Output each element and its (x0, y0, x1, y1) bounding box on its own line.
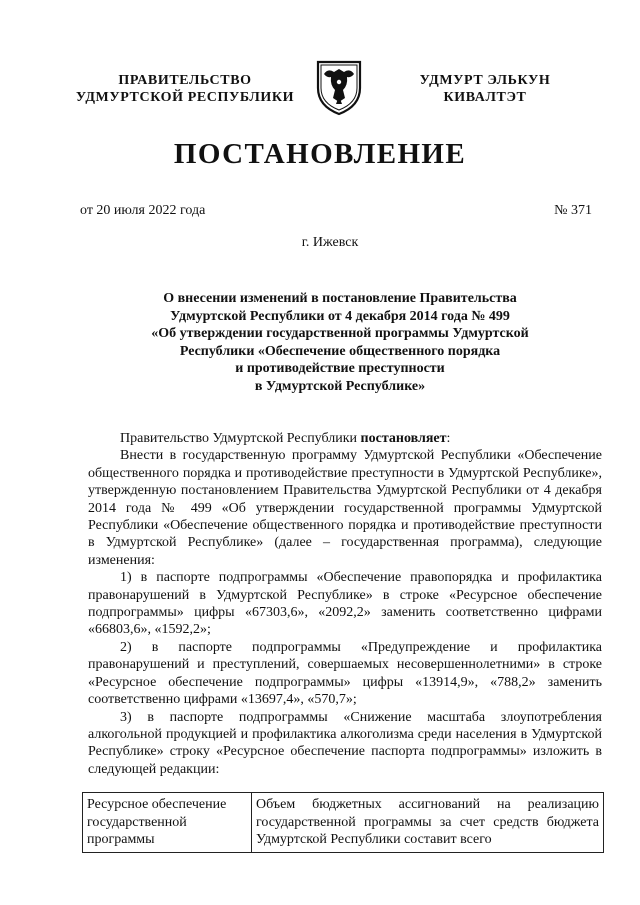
government-name-russian (70, 72, 300, 106)
body-paragraph: 3) в паспорте подпрограммы «Снижение масштаба злоупотребления алкогольной продукцией и профилактика алкоголизма среди населения в Удмуртской Республике» строку «Ресурсное обеспечение паспорта подпрограммы» изложить в следующей редакции: (88, 709, 602, 777)
header-left-line2: УДМУРТСКОЙ РЕСПУБЛИКИ (75, 90, 295, 105)
document-city: г. Ижевск (301, 235, 359, 250)
subject-line: «Об утверждении государственной программы Удмуртской (151, 326, 529, 341)
subject-line: Удмуртской Республики от 4 декабря 2014 года № 499 (170, 308, 510, 324)
intro-end: : (446, 431, 451, 446)
table-row (83, 793, 604, 853)
header-right-line2: КИВАЛТЭТ (443, 90, 527, 105)
body-intro (88, 430, 602, 447)
body-paragraph: Внести в государственную программу Удмуртской Республики «Обеспечение общественного порядка и противодействие преступности в Удмуртской Республике», утвержденную постановлением Правительства Удмуртской Республики от 4 декабря 2014 года № 499 «Об утверждении государственной программы Удмуртской Республики «Обеспечение общественного порядка и противодействие преступности в Удмуртской Республике» (далее – государственная программа), следующие изменения: (88, 448, 602, 568)
document-body (88, 430, 602, 778)
subject-line: О внесении изменений в постановление Правительства (163, 291, 517, 306)
intro-text: Правительство Удмуртской Республики (120, 431, 361, 446)
document-subject (120, 290, 560, 395)
intro-bold: постановляет (360, 431, 447, 446)
subject-line: и противодействие преступности (235, 361, 445, 376)
document-date: от 20 июля 2022 года (80, 203, 206, 218)
coat-of-arms-icon (314, 58, 364, 116)
subject-line: в Удмуртской Республике» (254, 378, 426, 394)
government-name-udmurt (390, 72, 580, 106)
body-paragraph: 2) в паспорте подпрограммы «Предупреждение и профилактика правонарушений и преступлений, совершаемых несовершеннолетними» в строке «Ресурсное обеспечение подпрограммы» цифры «13914,9», «788,2» заменить соответственно цифрами «13697,4», «570,7»; (88, 639, 602, 708)
header-right-line1: УДМУРТ ЭЛЬКУН (419, 73, 551, 88)
header-left-line1: ПРАВИТЕЛЬСТВО (118, 73, 252, 88)
table-cell-value: Объем бюджетных ассигнований на реализацию государственной программы за счет средств бюджета Удмуртской Республики составит всего (252, 793, 604, 853)
body-paragraph: 1) в паспорте подпрограммы «Обеспечение правопорядка и профилактика правонарушений в Удмуртской Республике» в строке «Ресурсное обеспечение подпрограммы» цифры «67303,6», «2092,2» заменить соответственно цифрами «66803,6», «1592,2»; (88, 570, 602, 638)
table-cell-label: Ресурсное обеспечение государственной программы (83, 793, 252, 853)
resources-table (82, 792, 604, 853)
document-number: № 371 (554, 203, 592, 218)
subject-line: Республики «Обеспечение общественного порядка (179, 343, 501, 359)
document-title: ПОСТАНОВЛЕНИЕ (173, 138, 467, 170)
